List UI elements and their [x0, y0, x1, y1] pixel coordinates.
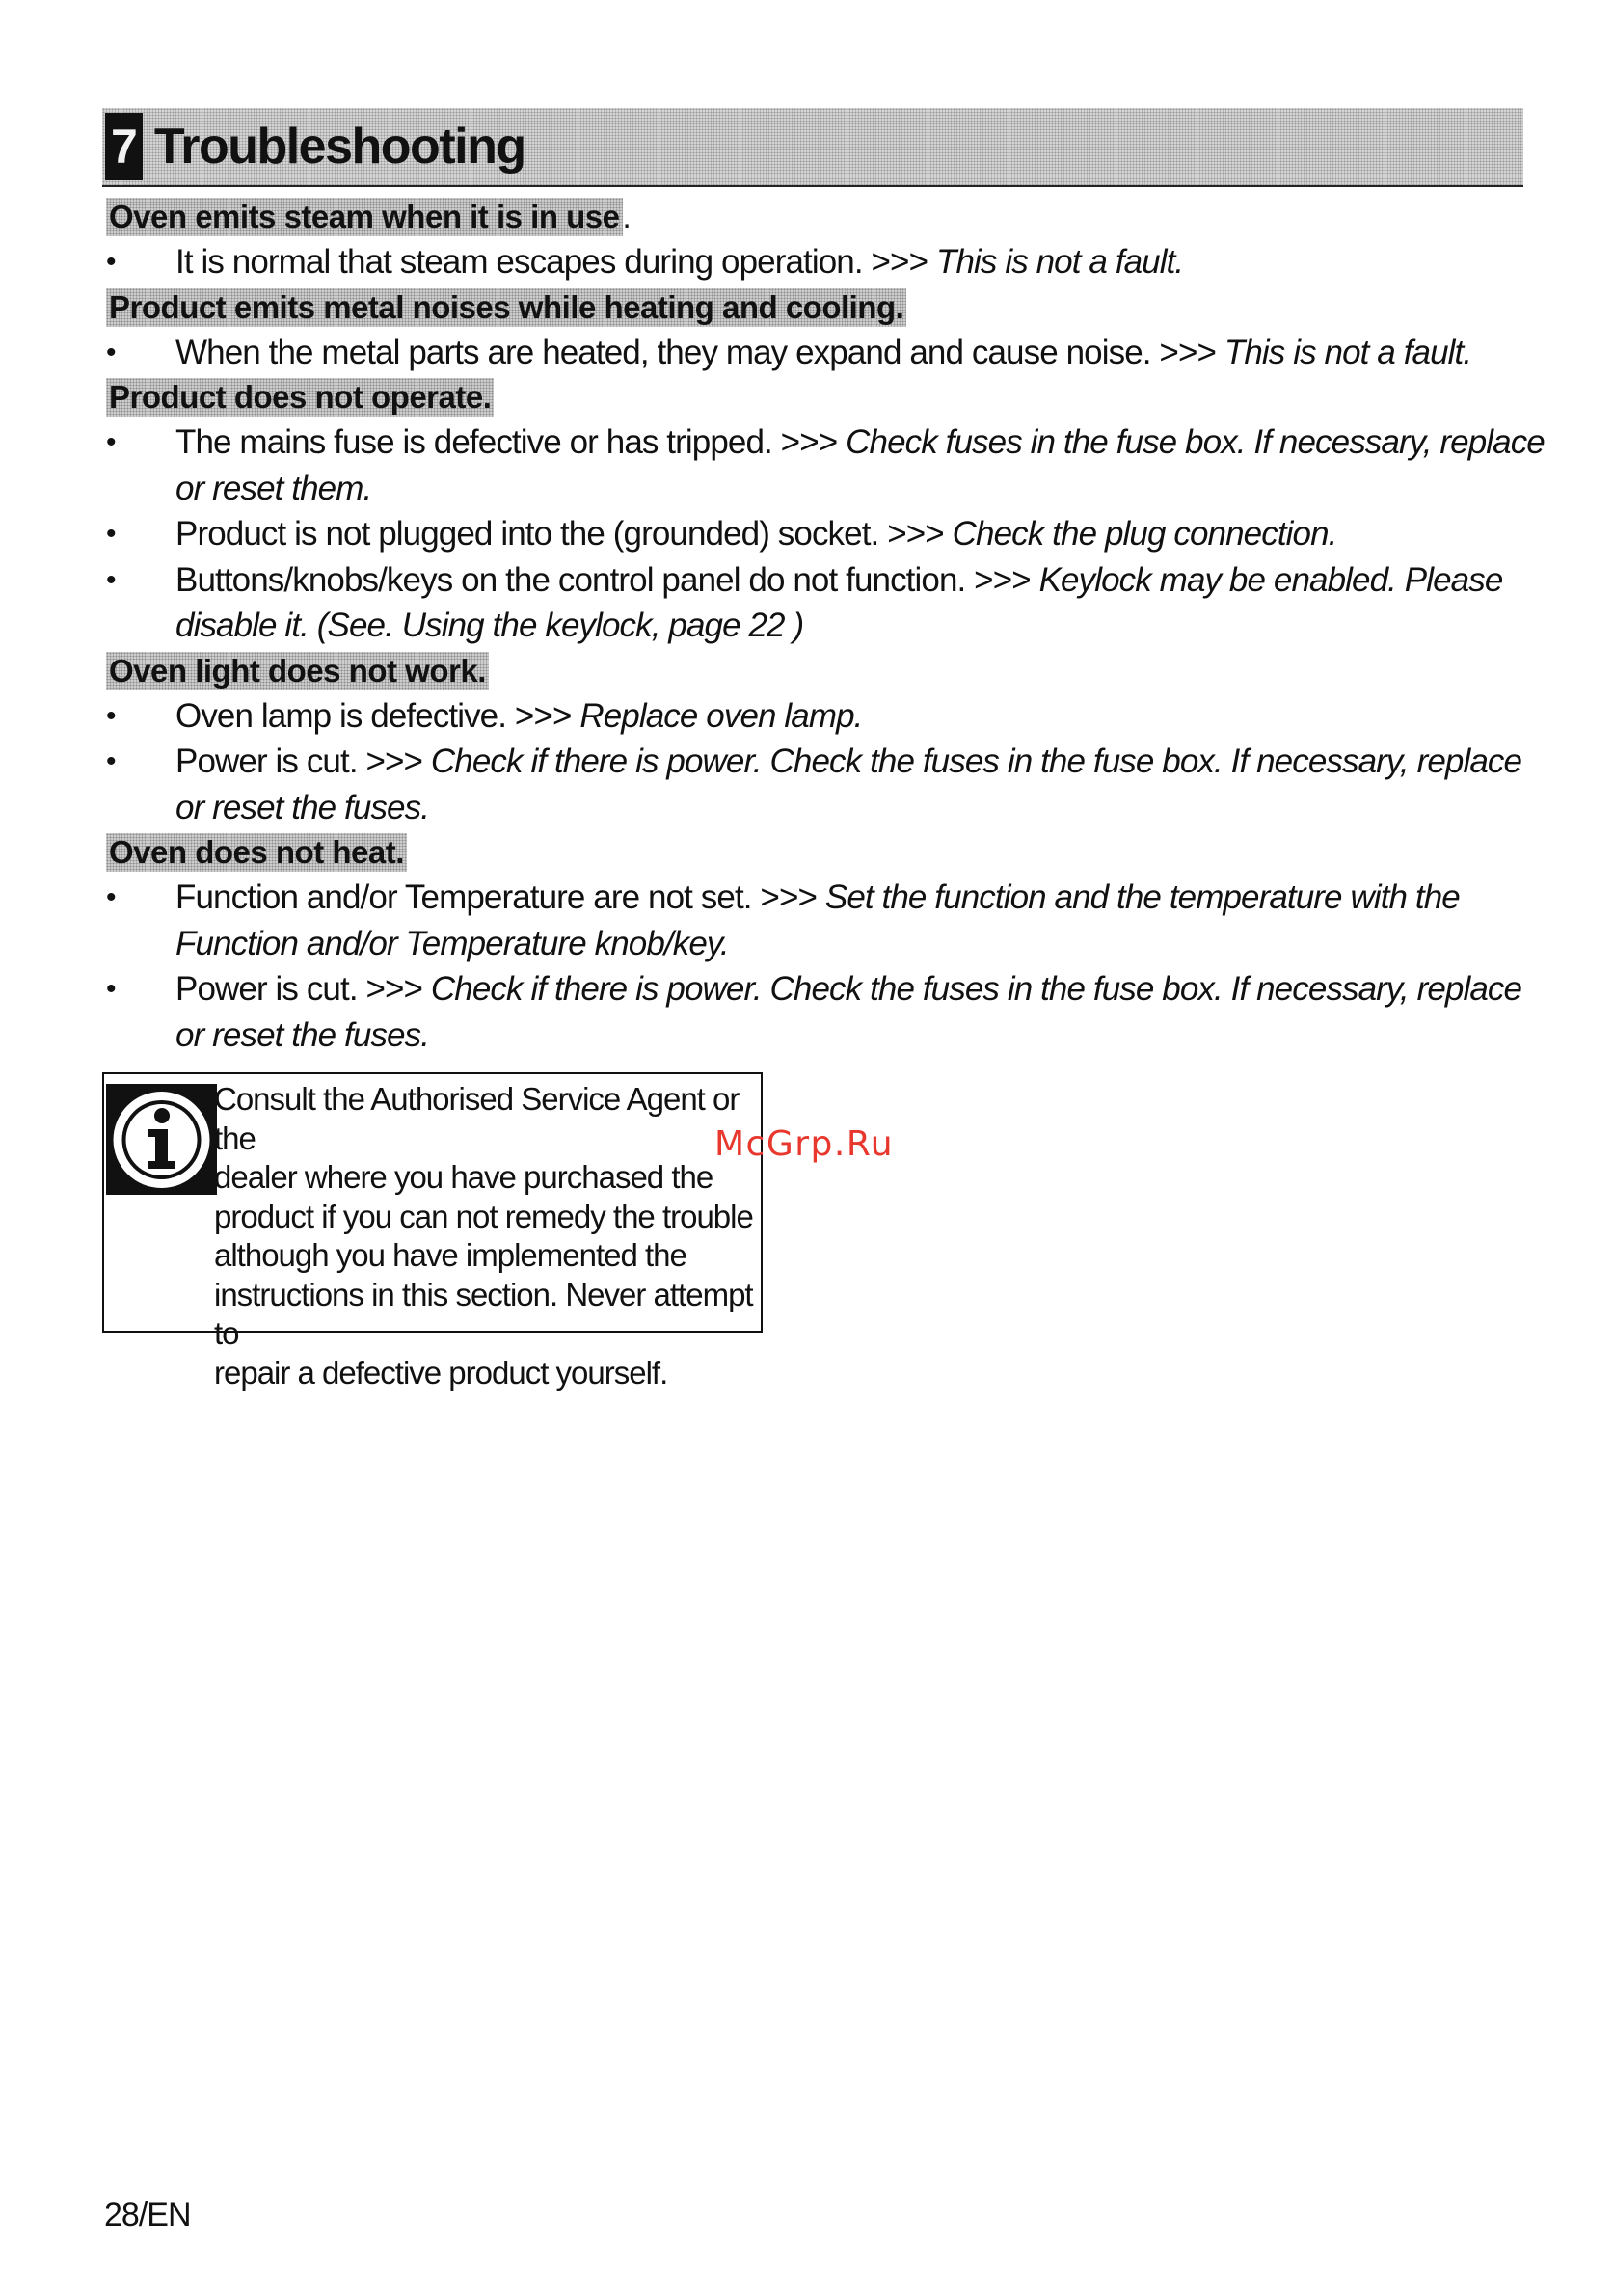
remedy-text: Check if there is power. Check the fuses in the fuse box. If necessary, replace or reset the fuses.	[175, 970, 1522, 1054]
remedy-text: Check the plug connection.	[952, 515, 1337, 553]
list-item	[106, 875, 1545, 966]
remedy-text: This is not a fault.	[1224, 333, 1472, 371]
cause-text: Oven lamp is defective. >>>	[175, 696, 580, 735]
remedy-text: Replace oven lamp.	[579, 696, 863, 735]
remedy-text: Set the function and the temperature with the Function and/or Temperature knob/key.	[175, 878, 1460, 962]
cause-list	[106, 875, 1523, 1058]
list-item	[106, 511, 1545, 557]
bullet-icon: •	[106, 973, 116, 1005]
bullet-icon: •	[106, 745, 116, 777]
info-line: repair a defective product yourself.	[214, 1354, 668, 1391]
list-item	[106, 330, 1545, 376]
problem-heading: Oven does not heat.	[106, 833, 407, 872]
bullet-icon: •	[106, 563, 116, 596]
info-icon-graphic	[106, 1084, 217, 1195]
problem-heading: Product does not operate.	[106, 378, 494, 417]
info-line: dealer where you have purchased the	[214, 1159, 713, 1195]
info-line: Consult the Authorised Service Agent or the	[214, 1081, 740, 1156]
bullet-icon: •	[106, 518, 116, 550]
problem-heading: Oven light does not work.	[106, 652, 489, 690]
cause-text: When the metal parts are heated, they may expand and cause noise. >>>	[175, 333, 1224, 371]
list-item	[106, 557, 1545, 649]
info-icon	[106, 1084, 217, 1195]
problem-section	[106, 195, 1523, 285]
problem-section	[106, 285, 1523, 376]
cause-list	[106, 419, 1545, 649]
list-item	[106, 739, 1545, 830]
chapter-number: 7	[105, 113, 143, 180]
bullet-icon: •	[106, 336, 116, 368]
info-line: product if you can not remedy the trouble	[214, 1198, 753, 1234]
list-item	[106, 693, 1545, 740]
cause-list	[106, 330, 1523, 376]
bullet-icon: •	[106, 246, 116, 278]
cause-list	[106, 239, 1523, 285]
bullet-icon: •	[106, 426, 116, 458]
page-number: 28/EN	[104, 2197, 191, 2233]
heading-period: .	[622, 199, 632, 234]
list-item	[106, 419, 1545, 511]
cause-text: It is normal that steam escapes during operation. >>>	[175, 243, 936, 281]
problem-heading: Oven emits steam when it is in use	[106, 198, 623, 236]
cause-text: The mains fuse is defective or has tripped. >>>	[175, 423, 847, 461]
remedy-text: Check fuses in the fuse box. If necessary, replace or reset them.	[175, 423, 1545, 507]
problem-section	[106, 830, 1523, 1058]
cause-list	[106, 693, 1523, 831]
info-note-box	[102, 1072, 763, 1391]
info-line: although you have implemented the	[214, 1237, 686, 1273]
bullet-icon: •	[106, 699, 116, 732]
problem-section	[106, 649, 1523, 831]
list-item	[106, 239, 1545, 285]
cause-text: Function and/or Temperature are not set. >>>	[175, 878, 825, 916]
cause-text: Buttons/knobs/keys on the control panel do not function. >>>	[175, 560, 1039, 599]
info-line: instructions in this section. Never attempt to	[214, 1276, 753, 1351]
problem-section	[106, 375, 1545, 649]
section-title-bar	[102, 108, 1523, 187]
remedy-text: Check if there is power. Check the fuses in the fuse box. If necessary, replace or reset the fuses.	[175, 743, 1522, 826]
bullet-icon: •	[106, 881, 116, 913]
page-title: Troubleshooting	[153, 119, 525, 175]
watermark: McGrp.Ru	[714, 1124, 895, 1164]
troubleshooting-list	[106, 195, 1545, 1058]
list-item	[106, 966, 1545, 1058]
cause-text: Power is cut. >>>	[175, 743, 431, 780]
cause-text: Product is not plugged into the (grounded) socket. >>>	[175, 515, 953, 553]
info-text	[214, 1080, 764, 1392]
cause-text: Power is cut. >>>	[175, 970, 431, 1008]
problem-heading: Product emits metal noises while heating and cooling.	[106, 288, 906, 327]
remedy-text: This is not a fault.	[935, 243, 1184, 281]
remedy-text: Keylock may be enabled. Please disable it. (See. Using the keylock, page 22 )	[175, 560, 1503, 644]
